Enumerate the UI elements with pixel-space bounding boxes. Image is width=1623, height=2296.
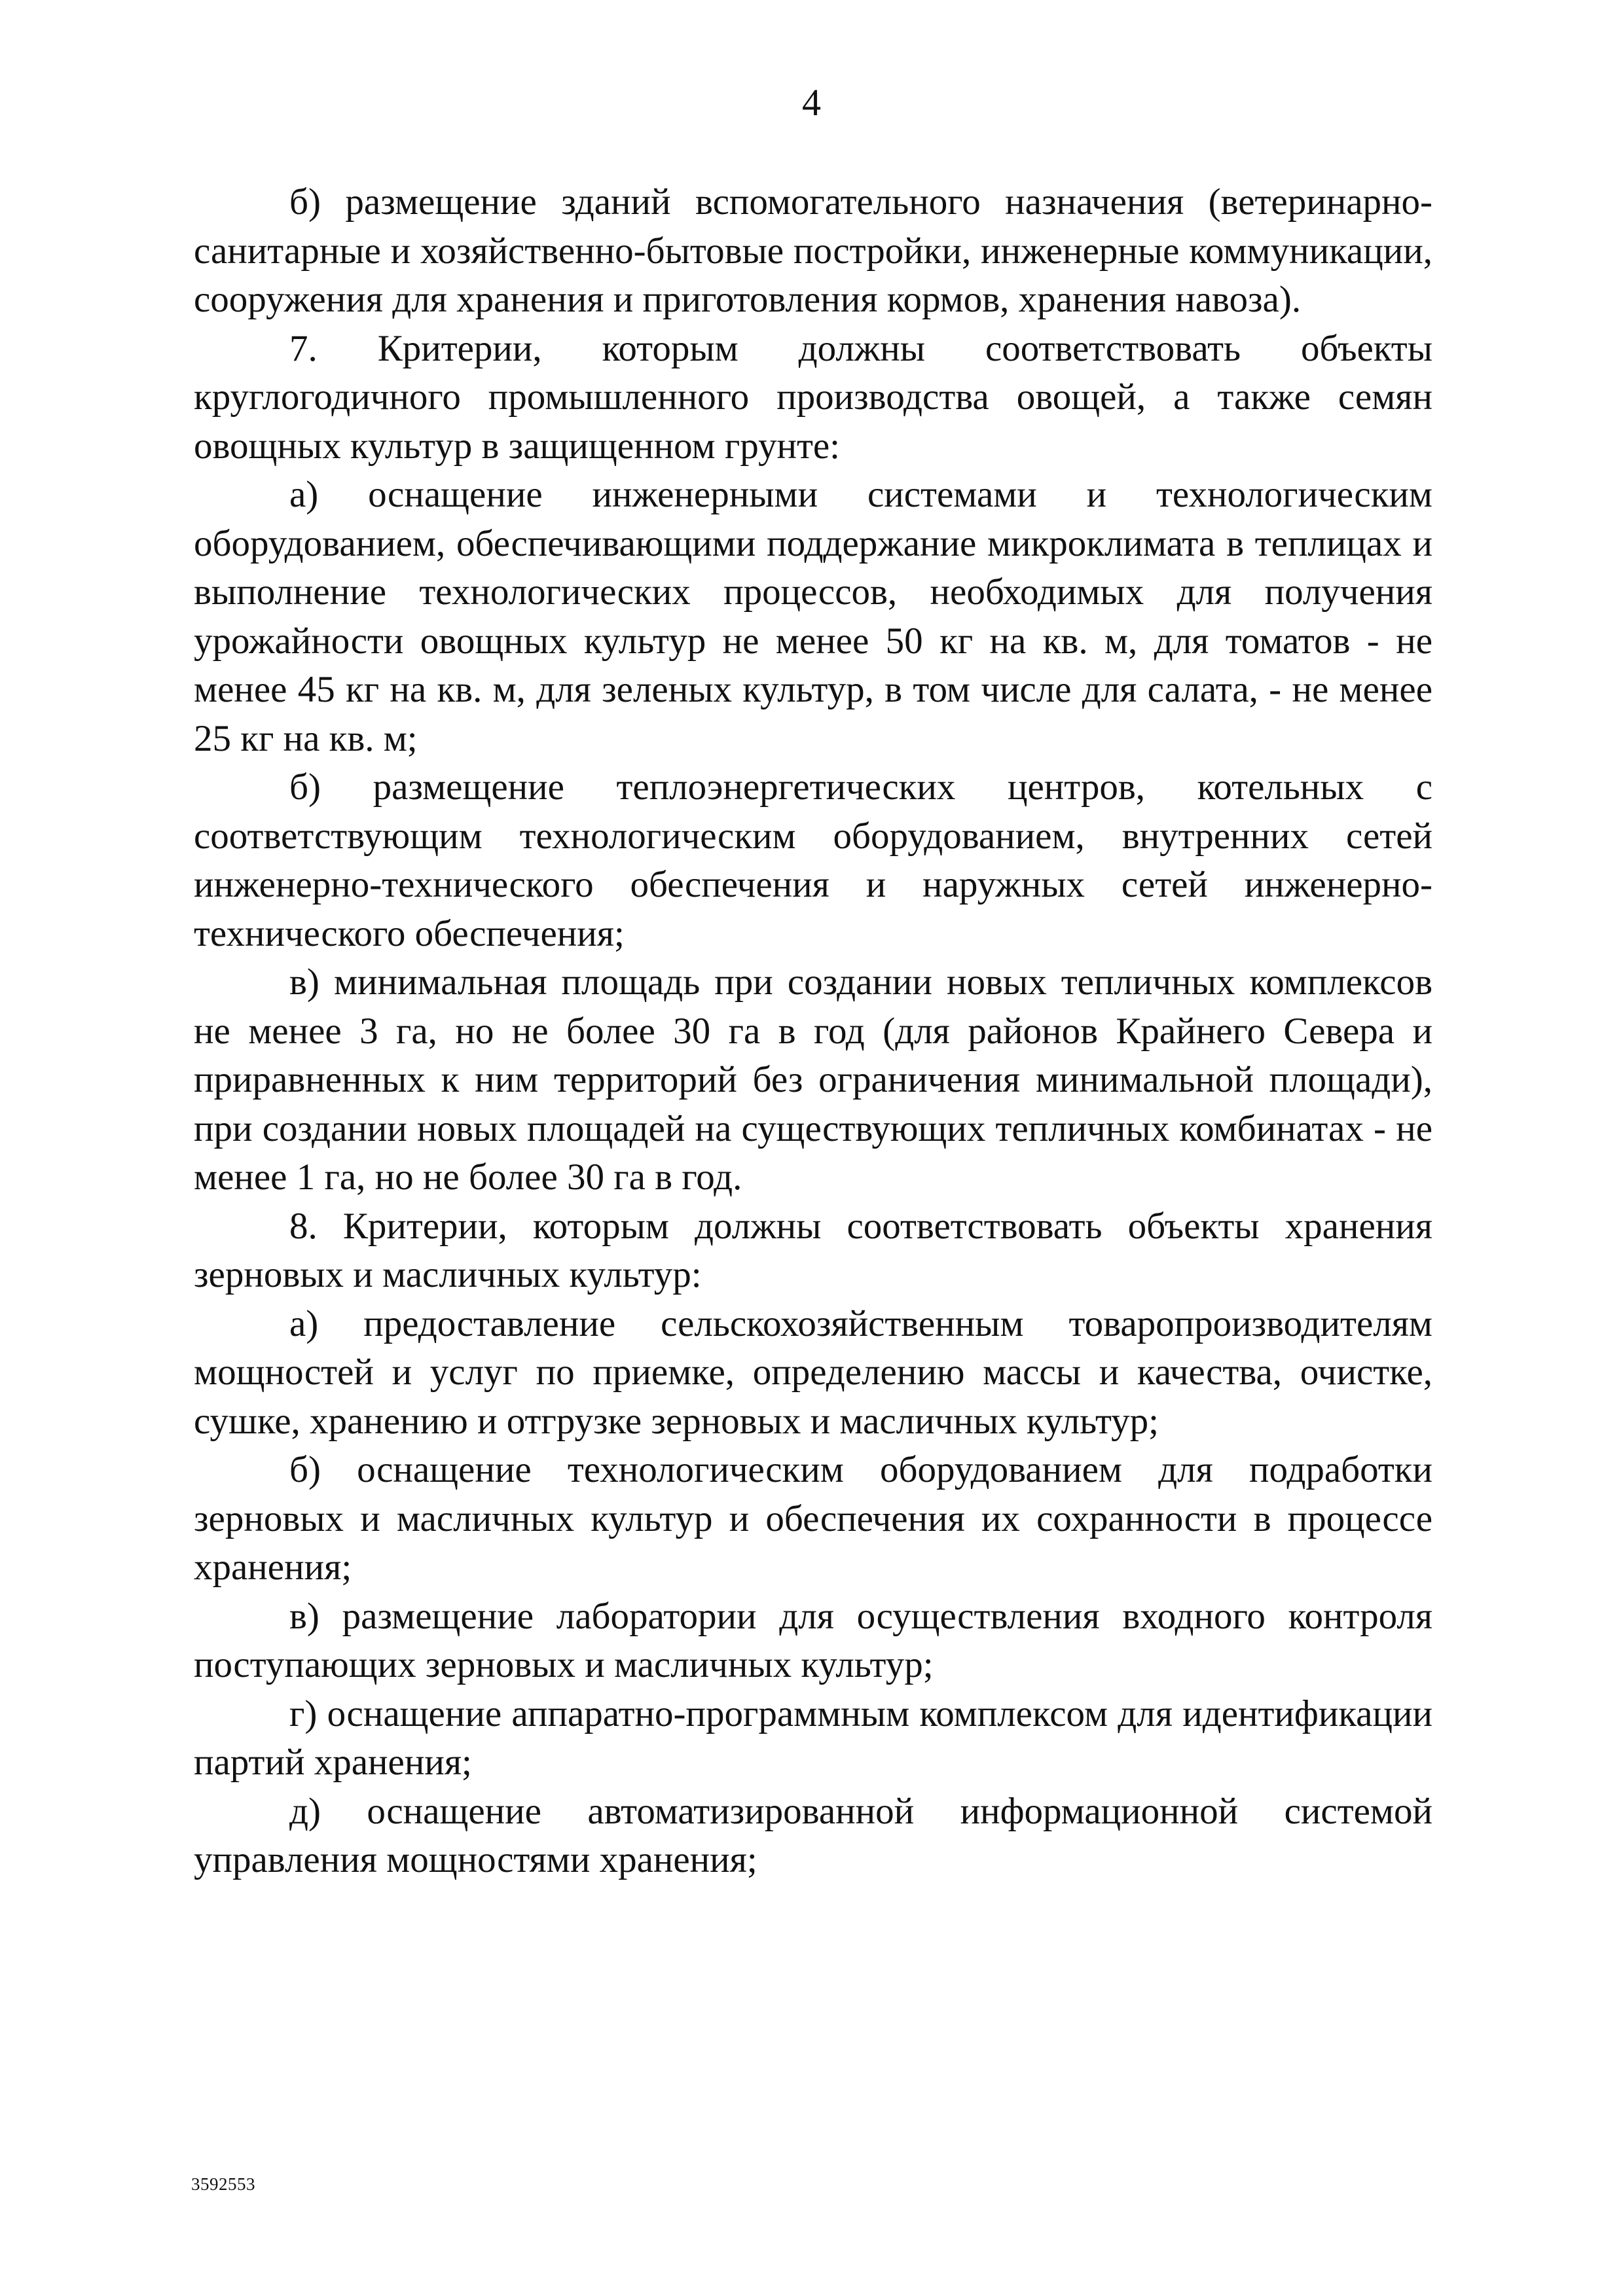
- page-number: 4: [802, 81, 821, 124]
- paragraph: д) оснащение автоматизированной информационной системой управления мощностями хранения;: [194, 1790, 1432, 1880]
- paragraph: а) оснащение инженерными системами и технологическим оборудованием, обеспечивающими поддержание микроклимата в теплицах и выполнение технологических процессов, необходимых для получения урожайности овощных культур не менее 50 кг на кв. м, для томатов - не менее 45 кг на кв. м, для зеленых культур, в том числе для салата, - не менее 25 кг на кв. м;: [194, 474, 1432, 759]
- paragraph: б) размещение теплоэнергетических центров, котельных с соответствующим технологическим оборудованием, внутренних сетей инженерно-технического обеспечения и наружных сетей инженерно-технического обеспечения;: [194, 766, 1432, 954]
- paragraph: 8. Критерии, которым должны соответствовать объекты хранения зерновых и масличных культур:: [194, 1205, 1432, 1295]
- paragraph: б) оснащение технологическим оборудованием для подработки зерновых и масличных культур и обеспечения их сохранности в процессе хранения;: [194, 1449, 1432, 1588]
- document-id: 3592553: [191, 2174, 255, 2194]
- paragraph: 7. Критерии, которым должны соответствовать объекты круглогодичного промышленного производства овощей, а также семян овощных культур в защищенном грунте:: [194, 327, 1432, 467]
- paragraph: в) размещение лаборатории для осуществления входного контроля поступающих зерновых и масличных культур;: [194, 1595, 1432, 1685]
- document-body: [194, 178, 1432, 1885]
- paragraph: в) минимальная площадь при создании новых тепличных комплексов не менее 3 га, но не более 30 га в год (для районов Крайнего Севера и приравненных к ним территорий без ограничения минимальной площади), при создании новых площадей на существующих тепличных комбинатах - не менее 1 га, но не более 30 га в год.: [194, 961, 1432, 1198]
- paragraph: б) размещение зданий вспомогательного назначения (ветеринарно-санитарные и хозяйственно-бытовые постройки, инженерные коммуникации, сооружения для хранения и приготовления кормов, хранения навоза).: [194, 181, 1432, 320]
- paragraph: г) оснащение аппаратно-программным комплексом для идентификации партий хранения;: [194, 1693, 1432, 1783]
- paragraph: а) предоставление сельскохозяйственным товаропроизводителям мощностей и услуг по приемке, определению массы и качества, очистке, сушке, хранению и отгрузке зерновых и масличных культур;: [194, 1302, 1432, 1442]
